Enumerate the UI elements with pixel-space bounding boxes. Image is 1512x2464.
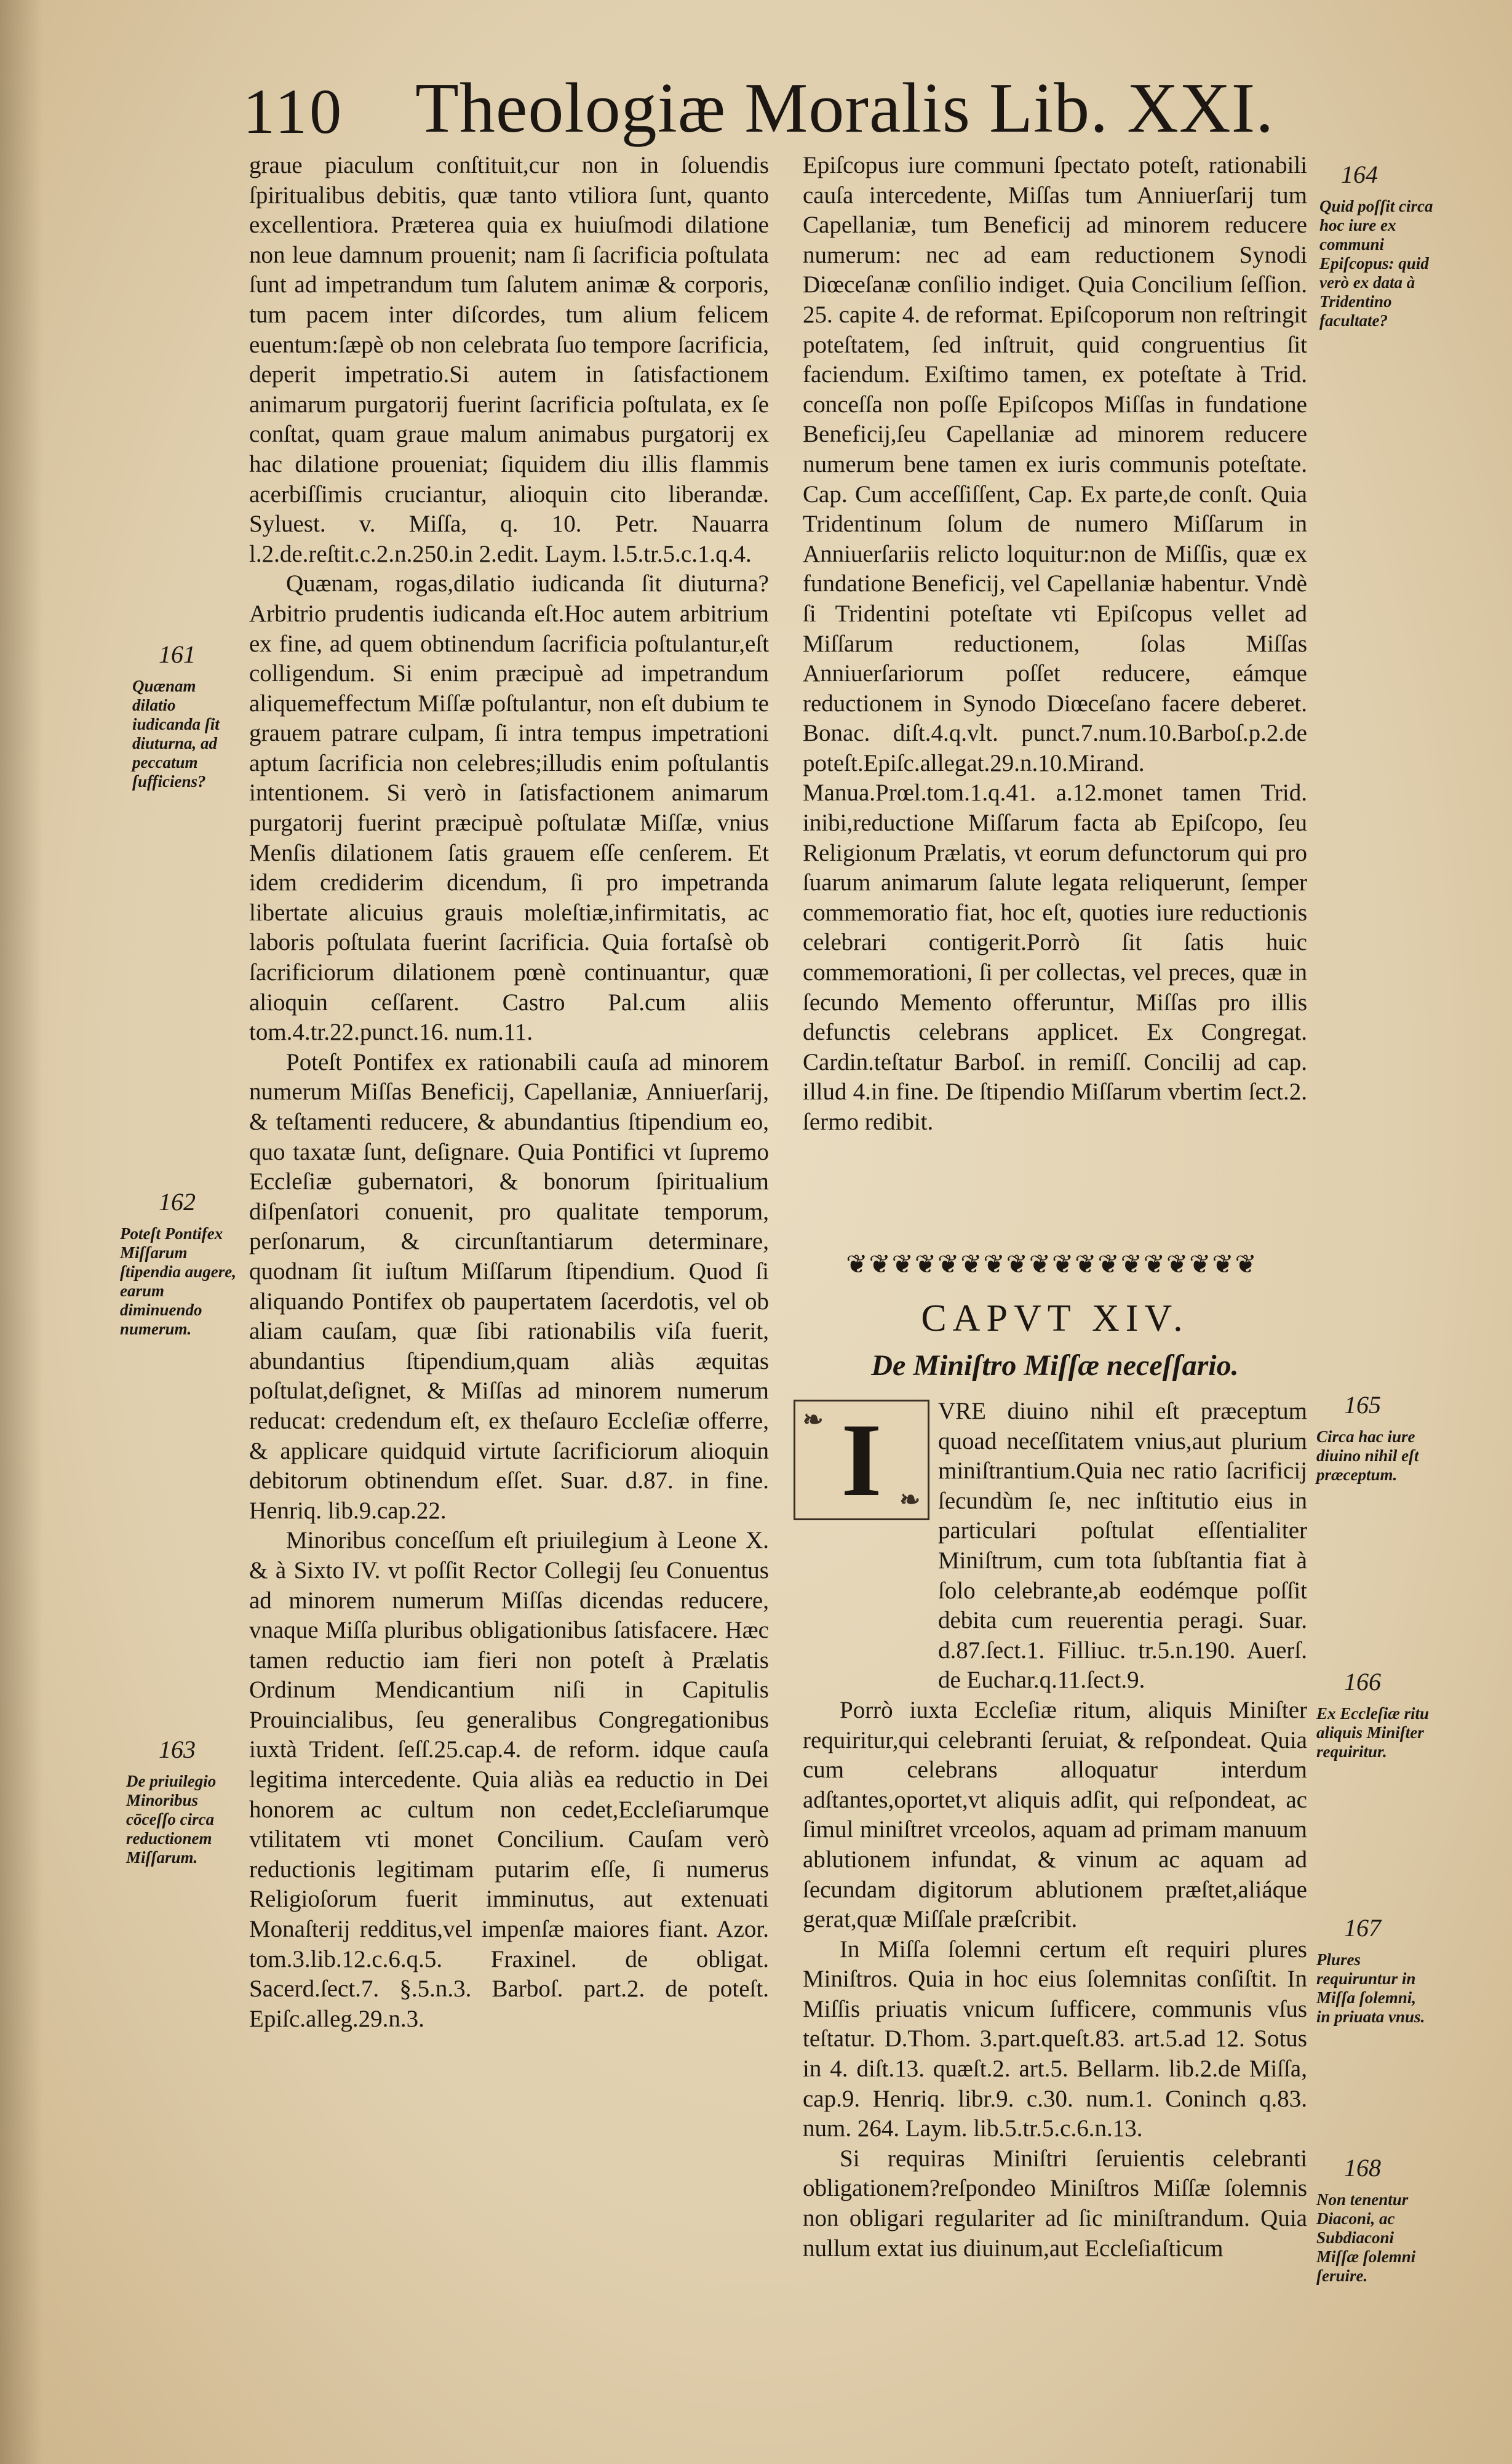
margin-number: 161 [159, 640, 196, 668]
chapter-heading: CAPVT XIV. [921, 1298, 1189, 1339]
page-number: 110 [243, 76, 344, 147]
drop-cap-letter: I [841, 1402, 882, 1518]
paragraph: In Miſſa ſolemni certum eſt requiri plures Miniſtros. Quia in hoc eius ſolemnitas conſiſtit. In Miſſis priuatis vnicum ſufficere, communis vſus teſtatur. D.Thom. 3.part.queſt.83. art.5.ad 12. Sotus in 4. diſt.13. quæſt.2. art.5. Bellarm. lib.2.de Miſſa, cap.9. Henriq. libr.9. c.30. num.1. Coninch q.83. num. 264. Laym. lib.5.tr.5.c.6.n.13. [803, 1936, 1307, 2142]
right-column-chapter-text [803, 1397, 1307, 2263]
margin-number: 165 [1344, 1391, 1381, 1419]
margin-number: 162 [159, 1188, 196, 1216]
margin-note: Quænam dilatio iudicanda ſit diuturna, ad peccatum ſufficiens? [132, 677, 220, 791]
paragraph: Epiſcopus iure communi ſpectato poteſt, rationabili cauſa intercedente, Miſſas tum Anniuerſarij tum Capellaniæ, tum Beneficij ad minorem reducere numerum: nec ad eam reductionem Synodi Diœceſanæ conſilio indiget. Quia Concilium ſeſſion. 25. capite 4. de reformat. Epiſcoporum non reſtringit poteſtatem, ſed inſtruit, quid congruentius ſit faciendum. Exiſtimo tamen, ex poteſtate à Trid. conceſſa non poſſe Epiſcopos Miſſas in fundatione Beneficij,ſeu Capellaniæ ad minorem reducere numerum bene tamen ex iuris communis poteſtate. Cap. Cum acceſſiſſent, Cap. Ex parte,de conſt. Quia Tridentinum ſolum de numero Miſſarum in Anniuerſariis relicto loquitur:non de Miſſis, quæ ex fundatione Beneficij, vel Capellaniæ habentur. Vndè ſi Tridentini poteſtate vti Epiſcopus vellet ad Miſſarum reductionem, ſolas Miſſas Anniuerſariorum poſſet reducere, eámque reductionem in Synodo Diœceſano facere deberet. Bonac. diſt.4.q.vlt. punct.7.num.10.Barboſ.p.2.de poteſt.Epiſc.allegat.29.n.10.Mirand. Manua.Prœl.tom.1.q.41. a.12.monet tamen Trid. inibi,reductione Miſſarum facta ab Epiſcopo, ſeu Religionum Prælatis, vt eorum defunctorum qui pro ſuarum animarum ſalute legata reliquerunt, ſemper commemoratio fiat, hoc eſt, quoties iure reductionis celebrari contigerit.Porrò ſit ſatis huic commemorationi, ſi per collectas, vel preces, quæ in ſecundo Memento offeruntur, Miſſas pro illis defunctis celebrans applicet. Ex Congregat. Cardin.teſtatur Barboſ. in remiſſ. Concilij ad cap. illud 4.in fine. De ſtipendio Miſſarum vbertim ſect.2. ſermo redibit. [803, 152, 1307, 1135]
paragraph: Minoribus conceſſum eſt priuilegium à Leone X. & à Sixto IV. vt poſſit Rector Collegij ſeu Conuentus ad minorem numerum Miſſas dicendas reducere, vnaque Miſſa pluribus obligationibus ſatisfacere. Hæc tamen reductio iam fieri non poteſt à Prælatis Ordinum Mendicantium niſi in Capitulis Prouincialibus, ſeu generalibus Congregationibus iuxtà Trident. ſeſſ.25.cap.4. de reform. idque cauſa legitima intercedente. Quia aliàs ea reductio in Dei honorem ac cultum non cedet,Eccleſiarumque vtilitatem vti monet Concilium. Cauſam verò reductionis legitimam putarim eſſe, ſi numerus Religioſorum fuerit imminutus, aut extenuati Monaſterij redditus,vel impenſæ maiores fiant. Azor. tom.3.lib.12.c.6.q.5. Fraxinel. de obligat. Sacerd.ſect.7. §.5.n.3. Barboſ. part.2. de poteſt. Epiſc.alleg.29.n.3. [249, 1527, 769, 2032]
margin-note: Non tenentur Diaconi, ac Subdiaconi Miſſæ ſolemni ſeruire. [1316, 2190, 1416, 2285]
left-column [249, 151, 769, 2034]
margin-number: 166 [1344, 1668, 1381, 1696]
chapter-subtitle: De Miniſtro Miſſæ neceſſario. [871, 1349, 1239, 1382]
margin-number: 168 [1344, 2154, 1381, 2182]
margin-note: De priuilegio Minoribus cōceſſo circa reductionem Miſſarum. [126, 1772, 217, 1867]
paragraph: Si requiras Miniſtri ſeruientis celebranti obligationem?reſpondeo Miniſtros Miſſæ ſolemnis non obligari regulariter ad ſic miniſtrandum. Quia nullum extat ius diuinum,aut Eccleſiaſticum [803, 2145, 1307, 2262]
margin-note: Ex Eccleſiæ ritu aliquis Miniſter requiritur. [1316, 1704, 1429, 1761]
ornament-band: ❦❦❦❦❦❦❦❦❦❦❦❦❦❦❦❦❦❦ [846, 1251, 1258, 1279]
margin-number: 164 [1341, 161, 1378, 188]
paragraph: Poteſt Pontifex ex rationabili cauſa ad minorem numerum Miſſas Beneficij, Capellaniæ, Anniuerſarij, & teſtamenti reducere, & abundantius ſtipendium eo, quo taxatæ ſunt, deſignare. Quia Pontifici vt ſupremo Eccleſiæ gubernatori, & bonorum ſpiritualium diſpenſatori conuenit, pro qualitate temporum, perſonarum, & circunſtantiarum determinare, quodnam ſit iuſtum Miſſarum ſtipendium. Quod ſi aliquando Pontifex ob paupertatem ſacerdotis, vel ob aliam cauſam, quæ ſibi rationabilis viſa fuerit, abundantius ſtipendium,quam aliàs æquitas poſtulat,deſignet, & Miſſas ad minorem numerum reducat: credendum eſt, ex theſauro Eccleſiæ offerre, & applicare quidquid virtute ſacrificiorum alioquin debitorum obtinendum eſſet. Suar. d.87. in fine. Henriq. lib.9.cap.22. [249, 1048, 769, 1524]
margin-note: Circa hac iure diuino nihil eſt præceptum. [1316, 1427, 1419, 1484]
paragraph: VRE diuino nihil eſt præceptum quoad neceſſitatem vnius,aut plurium miniſtrantium.Quia nec ratio ſacrificij ſecundùm ſe, nec inſtitutio eius in particulari poſtulat eſſentialiter Miniſtrum, cum tota ſubſtantia fiat à ſolo celebrante,ab eodémque poſſit debita cum reuerentia peragi. Suar. d.87.ſect.1. Filliuc. tr.5.n.190. Auerſ. de Euchar.q.11.ſect.9. [938, 1398, 1307, 1694]
binding-shadow [0, 0, 43, 2464]
margin-note: Plures requiruntur in Miſſa ſolemni, in priuata vnus. [1316, 1950, 1425, 2026]
paragraph: Quænam, rogas,dilatio iudicanda ſit diuturna?Arbitrio prudentis iudicanda eſt.Hoc autem arbitrium ex fine, ad quem obtinendum ſacrificia poſtulantur,eſt colligendum. Si enim præcipuè ad impetrandum aliquemeffectum Miſſæ poſtulantur, non eſt dubium te grauem patrare culpam, ſi intra tempus impetrationi aptum ſacrificia non celebres;illudis enim poſtulantis intentionem. Si verò in ſatisfactionem animarum purgatorij fuerint præcipuè poſtulatæ Miſſæ, vnius Menſis dilationem ſatis grauem eſſe cenſerem. Et idem crediderim dicendum, ſi pro impetranda libertate alicuius grauis moleſtiæ,infirmitatis, ac laboris poſtulata fuerint ſacrificia. Quia fortaſsè ob ſacrificiorum dilationem pœnè continuantur, quæ alioquin ceſſarent. Castro Pal.cum aliis tom.4.tr.22.punct.16. num.11. [249, 570, 769, 1046]
running-header [243, 68, 1412, 148]
margin-number: 167 [1344, 1914, 1381, 1942]
paragraph: Porrò iuxta Eccleſiæ ritum, aliquis Miniſter requiritur,qui celebranti ſeruiat, & reſpondeat. Quia cum celebrans alloquatur interdum adſtantes,oportet,vt aliquis adſit, qui reſpondeat, ac ſimul miniſtret vrceolos, aquam ad primam manuum ablutionem infundat, & vinum ac aquam ad ſecundam digitorum ablutionem præſtet,aliáque gerat,quæ Miſſale præſcribit. [803, 1696, 1307, 1933]
right-column [803, 151, 1307, 1138]
margin-number: 163 [159, 1736, 196, 1763]
leaf-ornament-icon: ❧ [899, 1486, 920, 1513]
leaf-ornament-icon: ❧ [803, 1406, 824, 1433]
margin-note: Quid poſſit circa hoc iure ex communi Epiſcopus: quid verò ex data à Tridentino facultate? [1319, 197, 1433, 330]
paragraph: graue piaculum conſtituit,cur non in ſoluendis ſpiritualibus debitis, quæ tanto vtiliora ſunt, quanto excellentiora. Præterea quia ex huiuſmodi dilatione non leue damnum prouenit; nam ſi ſacrificia poſtulata ſunt ad impetrandum tum ſalutem animæ & corporis, tum pacem inter diſcordes, tum alium felicem euentum:ſæpè ob non celebrata ſuo tempore ſacrificia, deperit impetratio.Si autem in ſatisfactionem animarum purgatorij fuerint ſacrificia poſtulata, ex ſe conſtat, quam graue malum animabus purgatorij ex hac dilatione proueniat; ſiquidem diu illis flammis acerbiſſimis cruciantur, alioquin cito liberandæ. Syluest. v. Miſſa, q. 10. Petr. Nauarra l.2.de.reſtit.c.2.n.250.in 2.edit. Laym. l.5.tr.5.c.1.q.4. [249, 152, 769, 567]
margin-note: Poteſt Pontifex Miſſarum ſtipendia augere, earum diminuendo numerum. [120, 1224, 236, 1338]
running-title: Theologiæ Moralis Lib. XXI. [415, 69, 1275, 148]
